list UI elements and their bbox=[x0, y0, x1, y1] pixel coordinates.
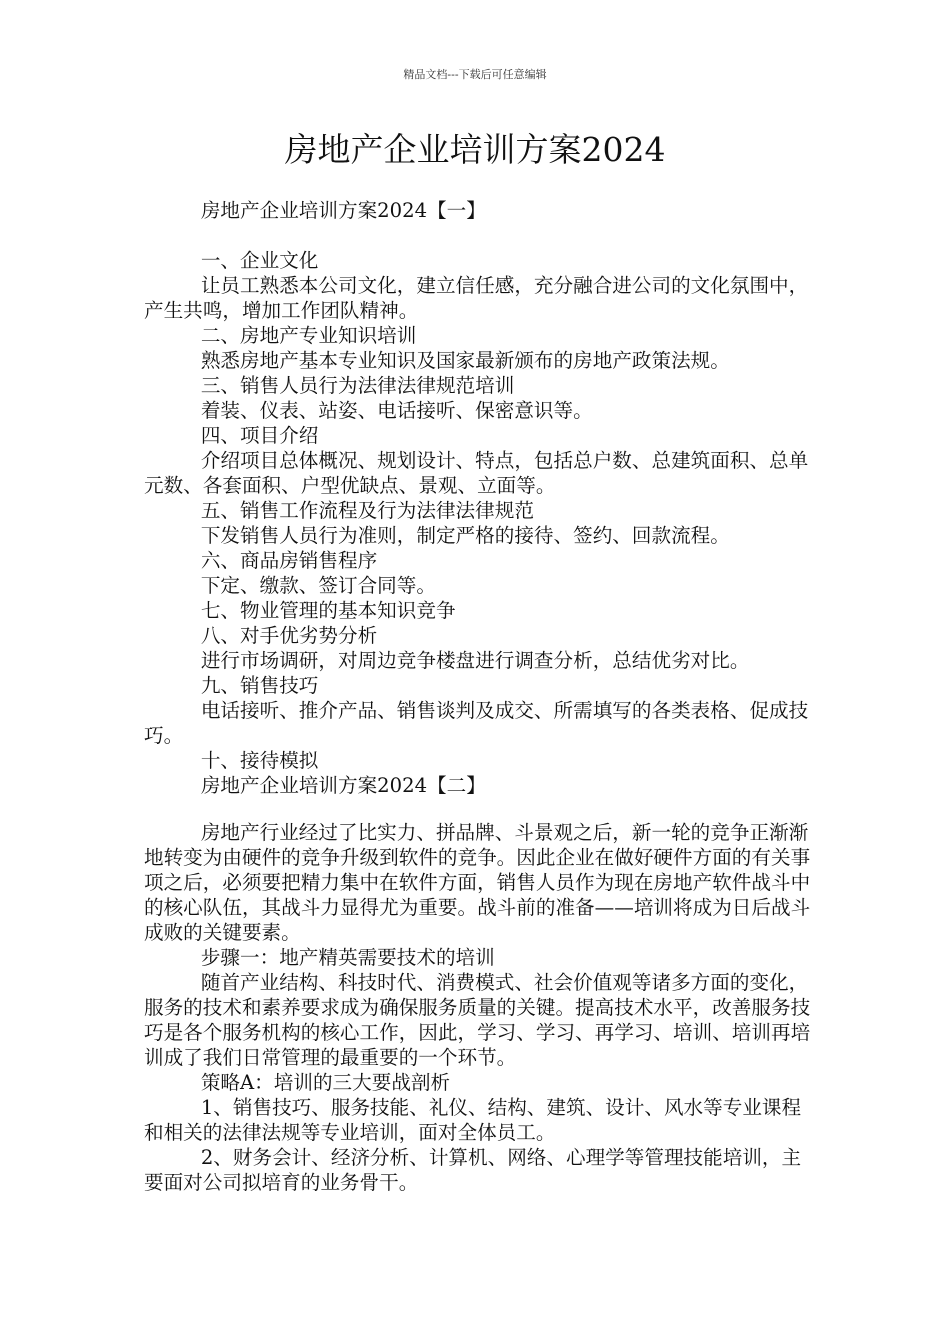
item-text: 下定、缴款、签订合同等。 bbox=[200, 574, 436, 597]
item-heading: 六、商品房销售程序 bbox=[200, 549, 378, 572]
item-text: 介绍项目总体概况、规划设计、特点，包括总户数、总建筑面积、总单元数、各套面积、户型优缺点、景观、立面等。 bbox=[144, 449, 809, 497]
item-text: 下发销售人员行为准则，制定严格的接待、签约、回款流程。 bbox=[200, 524, 730, 547]
item-heading: 四、项目介绍 bbox=[200, 424, 319, 447]
item-text: 电话接听、推介产品、销售谈判及成交、所需填写的各类表格、促成技巧。 bbox=[144, 699, 809, 747]
document-body bbox=[144, 198, 820, 1195]
paragraph: 随首产业结构、科技时代、消费模式、社会价值观等诸多方面的变化，服务的技术和素养要求成为确保服务质量的关键。提高技术水平，改善服务技巧是各个服务机构的核心工作，因此，学习、学习、再学习、培训、培训再培训成了我们日常管理的最重要的一个环节。 bbox=[144, 971, 811, 1069]
item-heading: 九、销售技巧 bbox=[200, 674, 319, 697]
list-item: 2、财务会计、经济分析、计算机、网络、心理学等管理技能培训，主要面对公司拟培育的业务骨干。 bbox=[144, 1146, 802, 1194]
section-heading-2: 房地产企业培训方案2024【二】 bbox=[200, 774, 486, 797]
section-heading-1: 房地产企业培训方案2024【一】 bbox=[200, 199, 486, 222]
item-heading: 二、房地产专业知识培训 bbox=[200, 324, 417, 347]
item-text: 进行市场调研，对周边竞争楼盘进行调查分析，总结优劣对比。 bbox=[200, 649, 750, 672]
item-text: 让员工熟悉本公司文化，建立信任感，充分融合进公司的文化氛围中，产生共鸣，增加工作团队精神。 bbox=[144, 274, 809, 322]
item-heading: 七、物业管理的基本知识竞争 bbox=[200, 599, 456, 622]
document-title: 房地产企业培训方案2024 bbox=[284, 130, 666, 169]
item-heading: 一、企业文化 bbox=[200, 249, 319, 272]
item-heading: 五、销售工作流程及行为法律法律规范 bbox=[200, 499, 534, 522]
item-heading: 十、接待模拟 bbox=[200, 749, 319, 772]
step-heading: 步骤一：地产精英需要技术的培训 bbox=[200, 946, 495, 969]
item-heading: 三、销售人员行为法律法律规范培训 bbox=[200, 374, 515, 397]
header-note: 精品文档---下载后可任意编辑 bbox=[403, 68, 547, 81]
item-text: 着装、仪表、站姿、电话接听、保密意识等。 bbox=[200, 399, 593, 422]
paragraph: 房地产行业经过了比实力、拼品牌、斗景观之后，新一轮的竞争正渐渐地转变为由硬件的竞争升级到软件的竞争。因此企业在做好硬件方面的有关事项之后，必须要把精力集中在软件方面，销售人员作为现在房地产软件战斗中的核心队伍，其战斗力显得尤为重要。战斗前的准备——培训将成为日后战斗成败的关键要素。 bbox=[144, 821, 811, 944]
strategy-heading: 策略A：培训的三大要战剖析 bbox=[200, 1071, 451, 1094]
item-heading: 八、对手优劣势分析 bbox=[200, 624, 378, 647]
item-text: 熟悉房地产基本专业知识及国家最新颁布的房地产政策法规。 bbox=[200, 349, 730, 372]
list-item: 1、销售技巧、服务技能、礼仪、结构、建筑、设计、风水等专业课程和相关的法律法规等专业培训，面对全体员工。 bbox=[144, 1096, 802, 1144]
